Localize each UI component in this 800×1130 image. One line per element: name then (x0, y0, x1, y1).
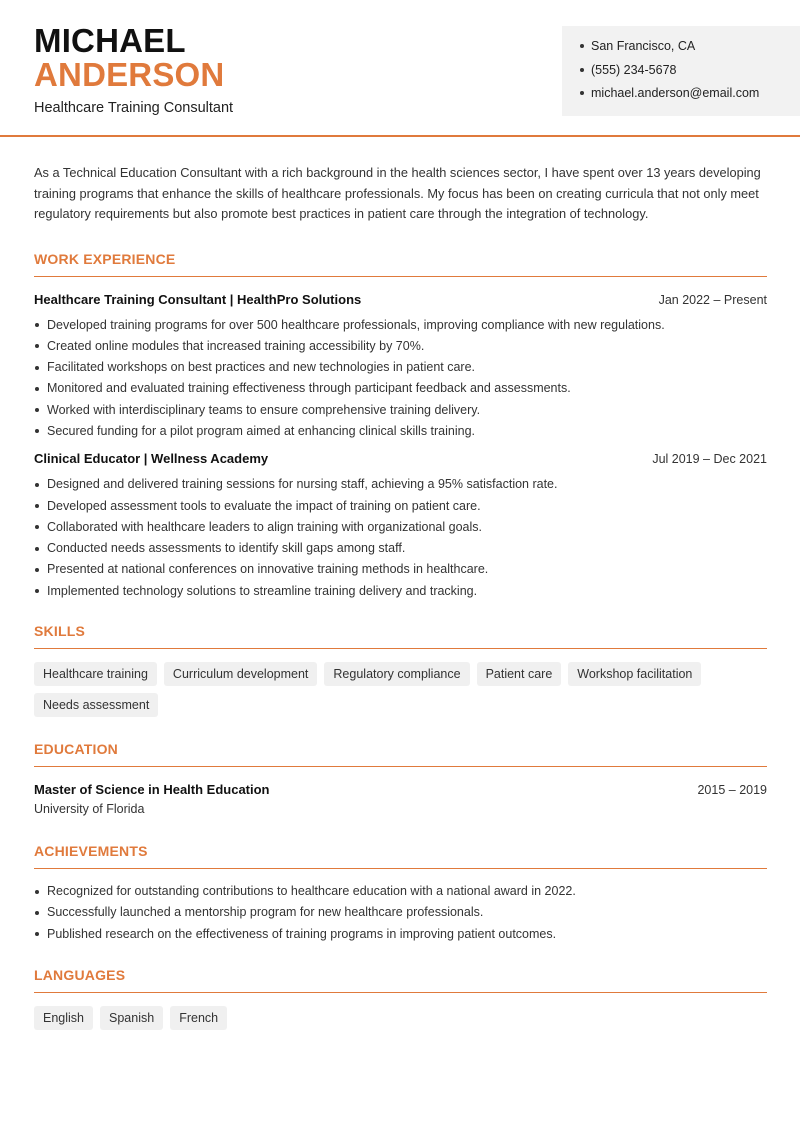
job-entry (34, 292, 767, 445)
list-item: Monitored and evaluated training effectiveness through participant feedback and assessments. (34, 380, 767, 401)
work-experience-section (34, 251, 767, 605)
list-item: Collaborated with healthcare leaders to align training with organizational goals. (34, 519, 767, 540)
summary: As a Technical Education Consultant with a rich background in the health sciences sector, I have spent over 13 years developing training programs that enhance the skills of healthcare professionals. My focus has been on creating curricula that not only meet regulatory requirements but also promote best practices in patient care through the integration of technology. (34, 165, 761, 221)
skills-tags (34, 662, 767, 717)
job-dates: Jul 2019 – Dec 2021 (652, 452, 767, 467)
section-title-skills: SKILLS (34, 623, 767, 649)
resume-header (0, 0, 800, 137)
list-item: Secured funding for a pilot program aimed at enhancing clinical skills training. (34, 423, 767, 444)
job-header (34, 292, 767, 307)
list-item: Presented at national conferences on innovative training methods in healthcare. (34, 561, 767, 582)
job-bullets (34, 317, 767, 445)
contact-list (580, 38, 800, 109)
job-role: Clinical Educator | Wellness Academy (34, 451, 269, 467)
contact-location: San Francisco, CA (580, 38, 800, 62)
education-header (34, 782, 767, 797)
job-title: Healthcare Training Consultant (34, 100, 234, 116)
list-item: Worked with interdisciplinary teams to ensure comprehensive training delivery. (34, 402, 767, 423)
contact-email[interactable]: michael.anderson@email.com (580, 85, 800, 109)
list-item: Created online modules that increased training accessibility by 70%. (34, 338, 767, 359)
job-role: Healthcare Training Consultant | HealthPro Solutions (34, 291, 362, 307)
school: University of Florida (34, 802, 145, 817)
first-name: MICHAEL (34, 22, 186, 59)
skill-tag: Patient care (477, 662, 562, 686)
languages-tags (34, 1006, 767, 1030)
job-entry (34, 451, 767, 604)
skill-tag: Healthcare training (34, 662, 157, 686)
education-entry (34, 782, 767, 816)
job-dates: Jan 2022 – Present (658, 292, 767, 307)
degree: Master of Science in Health Education (34, 782, 270, 798)
education-dates: 2015 – 2019 (697, 783, 767, 798)
achievements-list (34, 883, 767, 947)
languages-section (34, 967, 767, 1030)
list-item: Recognized for outstanding contributions to healthcare education with a national award in 2022. (34, 883, 767, 904)
list-item: Developed training programs for over 500 healthcare professionals, improving compliance with new regulations. (34, 317, 767, 338)
contact-phone: (555) 234-5678 (580, 62, 800, 86)
language-tag: French (170, 1006, 227, 1030)
language-tag: Spanish (100, 1006, 163, 1030)
list-item: Implemented technology solutions to streamline training delivery and tracking. (34, 583, 767, 604)
skills-section (34, 623, 767, 717)
skill-tag: Curriculum development (164, 662, 317, 686)
job-header (34, 451, 767, 466)
section-title-languages: LANGUAGES (34, 967, 767, 993)
list-item: Developed assessment tools to evaluate the impact of training on patient care. (34, 498, 767, 519)
skill-tag: Needs assessment (34, 693, 158, 717)
education-section (34, 741, 767, 816)
list-item: Published research on the effectiveness of training programs in improving patient outcomes. (34, 926, 767, 947)
last-name: ANDERSON (34, 56, 225, 93)
section-title-education: EDUCATION (34, 741, 767, 767)
list-item: Designed and delivered training sessions for nursing staff, achieving a 95% satisfaction rate. (34, 476, 767, 497)
list-item: Conducted needs assessments to identify skill gaps among staff. (34, 540, 767, 561)
list-item: Successfully launched a mentorship program for new healthcare professionals. (34, 904, 767, 925)
language-tag: English (34, 1006, 93, 1030)
resume-body (34, 163, 767, 1030)
job-bullets (34, 476, 767, 604)
achievements-section (34, 843, 767, 947)
section-title-work: WORK EXPERIENCE (34, 251, 767, 277)
section-title-achievements: ACHIEVEMENTS (34, 843, 767, 869)
skill-tag: Workshop facilitation (568, 662, 701, 686)
list-item: Facilitated workshops on best practices and new technologies in patient care. (34, 359, 767, 380)
skill-tag: Regulatory compliance (324, 662, 469, 686)
contact-box (562, 26, 800, 116)
